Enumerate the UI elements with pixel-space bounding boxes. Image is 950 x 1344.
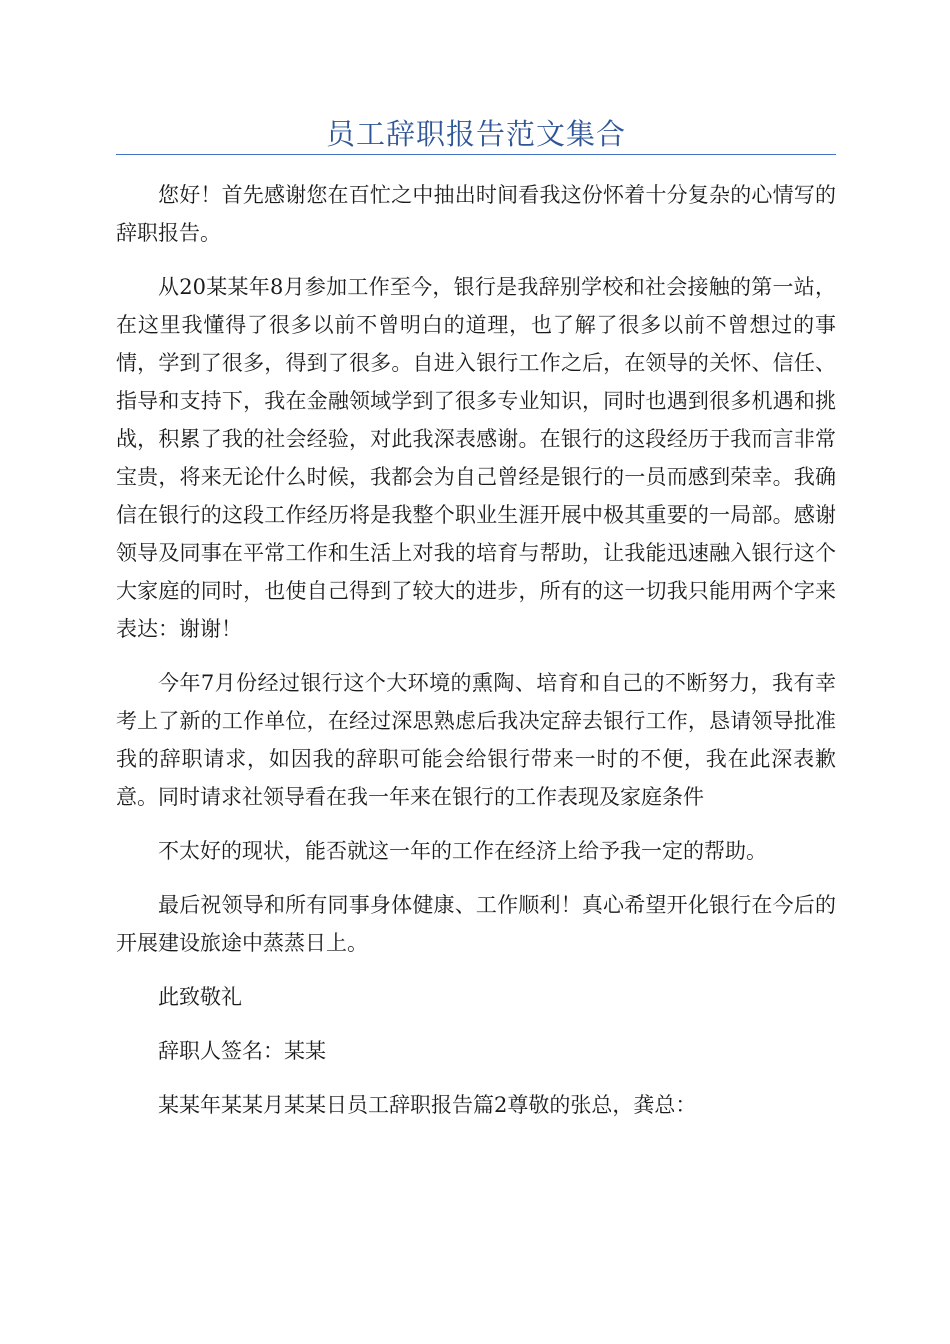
paragraph-greeting: 您好！首先感谢您在百忙之中抽出时间看我这份怀着十分复杂的心情写的辞职报告。 — [116, 183, 836, 245]
paragraph-request: 不太好的现状，能否就这一年的工作在经济上给予我一定的帮助。 — [158, 839, 767, 863]
paragraph-resignation-reason: 今年7月份经过银行这个大环境的熏陶、培育和自己的不断努力，我有幸考上了新的工作单位，在经过深思熟虑后我决定辞去银行工作，恳请领导批准我的辞职请求，如因我的辞职可能会给银行带来一时的不便，我在此深表歉意。同时请求社领导看在我一年来在银行的工作表现及家庭条件 — [116, 671, 836, 809]
paragraph-experience: 从20某某年8月参加工作至今，银行是我辞别学校和社会接触的第一站，在这里我懂得了很多以前不曾明白的道理，也了解了很多以前不曾想过的事情，学到了很多，得到了很多。自进入银行工作之后，在领导的关怀、信任、指导和支持下，我在金融领域学到了很多专业知识，同时也遇到很多机遇和挑战，积累了我的社会经验，对此我深表感谢。在银行的这段经历于我而言非常宝贵，将来无论什么时候，我都会为自己曾经是银行的一员而感到荣幸。我确信在银行的这段工作经历将是我整个职业生涯开展中极其重要的一局部。感谢领导及同事在平常工作和生活上对我的培育与帮助，让我能迅速融入银行这个大家庭的同时，也使自己得到了较大的进步，所有的这一切我只能用两个字来表达：谢谢！ — [116, 275, 836, 641]
paragraph-wishes: 最后祝领导和所有同事身体健康、工作顺利！真心希望开化银行在今后的开展建设旅途中蒸蒸日上。 — [116, 893, 836, 955]
paragraph-signature: 辞职人签名：某某 — [158, 1039, 326, 1063]
paragraph-closing: 此致敬礼 — [158, 985, 242, 1009]
title-underline — [116, 154, 836, 155]
document-body — [116, 176, 836, 1140]
document-title: 员工辞职报告范文集合 — [325, 117, 626, 151]
paragraph-date-next-section: 某某年某某月某某日员工辞职报告篇2尊敬的张总，龚总： — [158, 1093, 697, 1117]
